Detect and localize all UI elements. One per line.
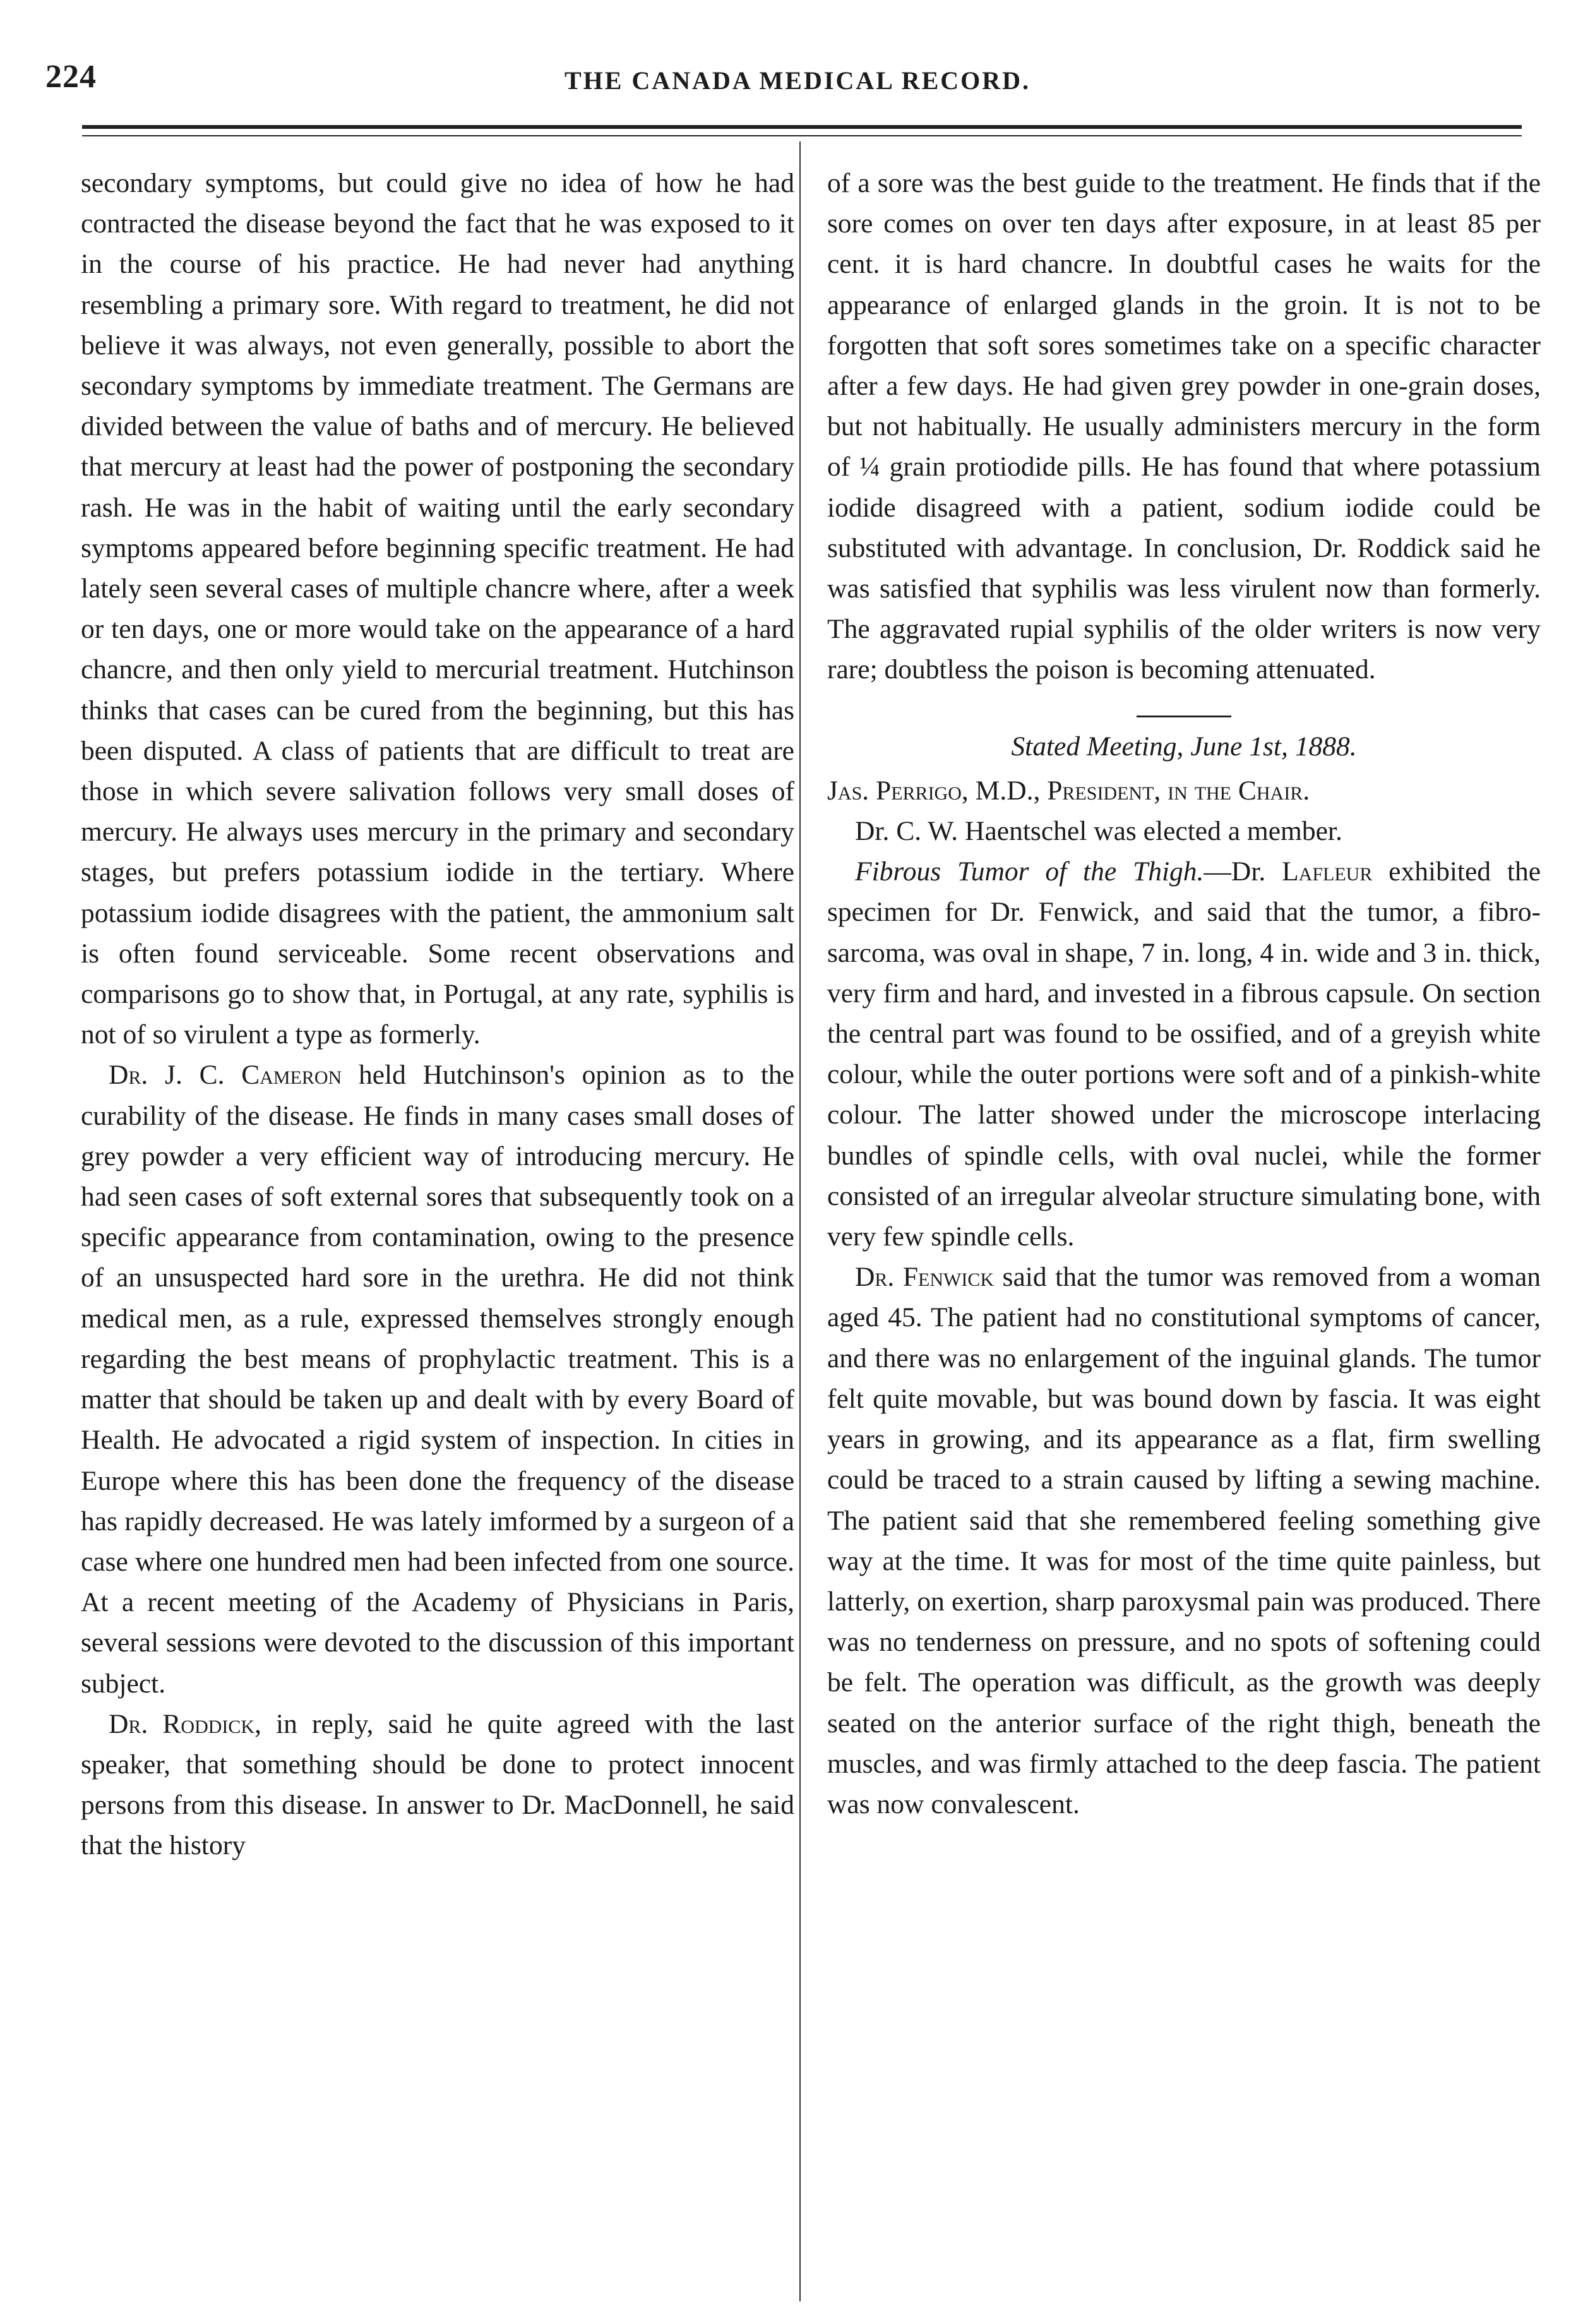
right-column [827,163,1541,1824]
page-number: 224 [45,59,97,95]
right-paragraph-4 [827,1257,1541,1824]
case-paragraph [827,851,1541,1257]
header-rule-thin [82,135,1522,136]
meeting-heading: Stated Meeting, June 1st, 1888. [1011,731,1357,762]
section-separator [1137,716,1231,717]
case-dash: —Dr. [1204,856,1282,887]
case-text: exhibited the specimen for Dr. Fenwick, and said that the tumor, a fibro-sarcoma, was oval in shape, 7 in. long, 4 in. wide and 3 in. thick, very firm and hard, and invested in a fibrous capsule. On section the central part was found to be ossified, and of a greyish white colour, while the outer portions were soft and of a pinkish-white colour. The latter showed under the microscope interlacing bundles of spindle cells, with oval nuclei, while the former consisted of an irregular alveolar structure simulating bone, with very few spindle cells. [827,856,1541,1252]
member-line: Dr. C. W. Haentschel was elected a member. [855,816,1342,847]
left-paragraph-3 [81,1704,794,1866]
case-title: Fibrous Tumor of the Thigh. [855,856,1204,887]
speaker-lafleur: Lafleur [1282,856,1373,887]
column-divider [799,141,801,2301]
right-paragraph-1: of a sore was the best guide to the treatment. He finds that if the sore comes on over ten days after exposure, in at least 85 per cent. it is hard chancre. In doubtful cases he waits for the appearance of enlarged glands in the groin. It is not to be forgotten that soft sores sometimes take on a specific character after a few days. He had given grey powder in one-grain doses, but not habitually. He usually administers mercury in the form of ¼ grain protiodide pills. He has found that where potassium iodide disagreed with a patient, sodium iodide could be substituted with advantage. In conclusion, Dr. Roddick said he was satisfied that syphilis was less virulent now than formerly. The aggravated rupial syphilis of the older writers is now very rare; doubtless the poison is becoming attenuated. [827,168,1541,685]
left-paragraph-2 [81,1055,794,1703]
speaker-roddick: Dr. Roddick [109,1708,255,1739]
journal-title: THE CANADA MEDICAL RECORD. [564,66,1031,95]
left-paragraph-1: secondary symptoms, but could give no idea of how he had contracted the disease beyond the fact that he was exposed to it in the course of his practice. He had never had anything resembling a primary sore. With regard to treatment, he did not believe it was always, not even generally, possible to abort the secondary symptoms by immediate treatment. The Germans are divided between the value of baths and of mercury. He believed that mercury at least had the power of postponing the secondary rash. He was in the habit of waiting until the early secondary symptoms appeared before beginning specific treatment. He had lately seen several cases of multiple chancre where, after a week or ten days, one or more would take on the appearance of a hard chancre, and then only yield to mercurial treatment. Hutchinson thinks that cases can be cured from the beginning, but this has been disputed. A class of patients that are difficult to treat are those in which severe salivation follows very small doses of mercury. He always uses mercury in the primary and secondary stages, but prefers potassium iodide in the tertiary. Where potassium iodide disagrees with the patient, the ammonium salt is often found serviceable. Some recent observations and comparisons go to show that, in Portugal, at any rate, syphilis is not of so virulent a type as formerly. [81,168,794,1050]
right-paragraph-4-text: said that the tumor was removed from a woman aged 45. The patient had no constitutional symptoms of cancer, and there was no enlargement of the inguinal glands. The tumor felt quite movable, but was bound down by fascia. It was eight years in growing, and its appearance as a flat, firm swelling could be traced to a strain caused by lifting a sewing machine. The patient said that she remembered feeling something give way at the time. It was for most of the time quite painless, but latterly, on exertion, sharp paroxysmal pain was produced. There was no tenderness on pressure, and no spots of softening could be felt. The operation was difficult, as the growth was deeply seated on the anterior surface of the right thigh, beneath the muscles, and was firmly attached to the deep fascia. The patient was now convalescent. [827,1262,1541,1819]
header-rule-thick [82,125,1522,129]
speaker-fenwick: Dr. Fenwick [855,1262,995,1293]
chair-line: Jas. Perrigo, M.D., President, in the Chair. [827,775,1310,806]
left-column [81,163,794,1866]
left-paragraph-3-text: , in reply, said he quite agreed with the last speaker, that something should be done to protect innocent persons from this disease. In answer to Dr. MacDonnell, he said that the history [81,1708,794,1861]
speaker-cameron: Dr. J. C. Cameron [109,1060,342,1091]
left-paragraph-2-text: held Hutchinson's opinion as to the curability of the disease. He finds in many cases small doses of grey powder a very efficient way of introducing mercury. He had seen cases of soft external sores that subsequently took on a specific appearance from contamination, owing to the presence of an unsuspected hard sore in the urethra. He did not think medical men, as a rule, expressed themselves strongly enough regarding the best means of prophylactic treatment. This is a matter that should be taken up and dealt with by every Board of Health. He advocated a rigid system of inspection. In cities in Europe where this has been done the frequency of the disease has rapidly decreased. He was lately imformed by a surgeon of a case where one hundred men had been infected from one source. At a recent meeting of the Academy of Physicians in Paris, several sessions were devoted to the discussion of this important subject. [81,1060,794,1699]
